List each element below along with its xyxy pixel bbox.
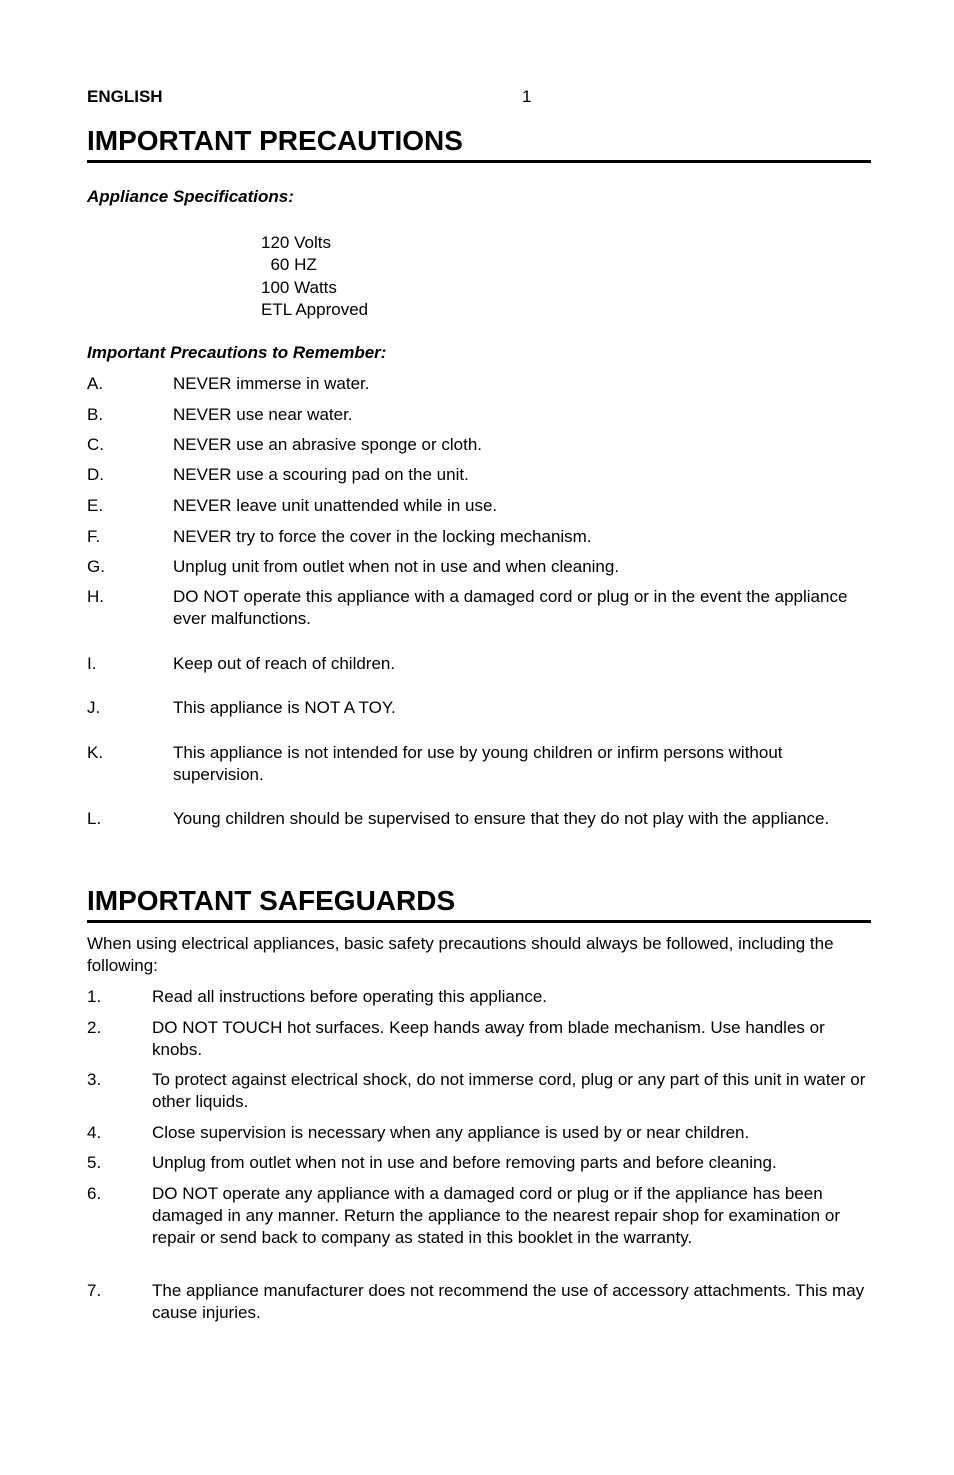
item-text: DO NOT operate any appliance with a damaged cord or plug or if the appliance has been damaged in any manner. Return the appliance to the nearest repair shop for examination or repair or send back to company as stated in this booklet in the warranty.	[152, 1184, 840, 1247]
spec-frequency: 60 HZ	[261, 255, 317, 275]
item-label: C.	[87, 435, 104, 454]
item-label: J.	[87, 698, 101, 717]
list-item	[87, 526, 877, 548]
list-item	[87, 464, 877, 486]
item-label: 4.	[87, 1123, 102, 1142]
item-label: E.	[87, 496, 104, 515]
remember-heading: Important Precautions to Remember:	[87, 343, 387, 362]
safeguards-intro: When using electrical appliances, basic safety precautions should always be followed, including the following:	[87, 934, 834, 975]
item-text: NEVER use an abrasive sponge or cloth.	[173, 435, 483, 454]
item-label: 2.	[87, 1018, 102, 1037]
item-text: NEVER use near water.	[173, 405, 353, 424]
list-item	[87, 1152, 877, 1174]
item-label: G.	[87, 557, 105, 576]
list-item	[87, 1069, 877, 1113]
item-label: 6.	[87, 1184, 102, 1203]
item-label: D.	[87, 465, 104, 484]
item-text: Young children should be supervised to ensure that they do not play with the appliance.	[173, 809, 830, 828]
item-text: This appliance is not intended for use by young children or infirm persons without supervision.	[173, 743, 783, 784]
precautions-title: IMPORTANT PRECAUTIONS	[87, 124, 871, 163]
language-label: ENGLISH	[87, 87, 163, 106]
list-item	[87, 1280, 877, 1324]
list-item	[87, 986, 877, 1008]
item-text: Close supervision is necessary when any appliance is used by or near children.	[152, 1123, 750, 1142]
list-item	[87, 653, 877, 675]
item-text: NEVER immerse in water.	[173, 374, 370, 393]
spec-approval: ETL Approved	[261, 299, 369, 319]
list-item	[87, 808, 877, 830]
item-label: K.	[87, 743, 104, 762]
item-label: 3.	[87, 1070, 102, 1089]
safeguards-title: IMPORTANT SAFEGUARDS	[87, 884, 871, 923]
list-item	[87, 434, 877, 456]
item-text: To protect against electrical shock, do not immerse cord, plug or any part of this unit in water or other liquids.	[152, 1070, 866, 1111]
item-text: DO NOT operate this appliance with a damaged cord or plug or in the event the appliance ever malfunctions.	[173, 587, 848, 628]
list-item	[87, 404, 877, 426]
item-text: Keep out of reach of children.	[173, 654, 396, 673]
list-item	[87, 586, 877, 630]
list-item	[87, 373, 877, 395]
list-item	[87, 742, 877, 786]
item-label: H.	[87, 587, 104, 606]
item-text: DO NOT TOUCH hot surfaces. Keep hands away from blade mechanism. Use handles or knobs.	[152, 1018, 825, 1059]
item-label: 7.	[87, 1281, 102, 1300]
item-text: Read all instructions before operating this appliance.	[152, 987, 548, 1006]
item-label: F.	[87, 527, 101, 546]
spec-voltage: 120 Volts	[261, 233, 331, 252]
item-text: Unplug from outlet when not in use and before removing parts and before cleaning.	[152, 1153, 777, 1172]
list-item	[87, 556, 877, 578]
item-label: I.	[87, 654, 97, 673]
item-text: NEVER use a scouring pad on the unit.	[173, 465, 469, 484]
list-item	[87, 1183, 877, 1249]
item-label: L.	[87, 809, 102, 828]
list-item	[87, 1017, 877, 1061]
specs-list	[261, 232, 368, 321]
item-text: NEVER leave unit unattended while in use.	[173, 496, 498, 515]
item-text: The appliance manufacturer does not recommend the use of accessory attachments. This may cause injuries.	[152, 1281, 865, 1322]
item-label: A.	[87, 374, 104, 393]
page-header	[87, 87, 870, 109]
list-item	[87, 495, 877, 517]
specs-heading: Appliance Specifications:	[87, 187, 294, 206]
item-label: 5.	[87, 1153, 102, 1172]
spec-wattage: 100 Watts	[261, 277, 337, 297]
list-item	[87, 697, 877, 719]
page-number: 1	[522, 87, 532, 106]
list-item	[87, 1122, 877, 1144]
item-label: 1.	[87, 987, 102, 1006]
item-label: B.	[87, 405, 104, 424]
item-text: Unplug unit from outlet when not in use and when cleaning.	[173, 557, 620, 576]
item-text: This appliance is NOT A TOY.	[173, 698, 396, 717]
item-text: NEVER try to force the cover in the locking mechanism.	[173, 527, 592, 546]
